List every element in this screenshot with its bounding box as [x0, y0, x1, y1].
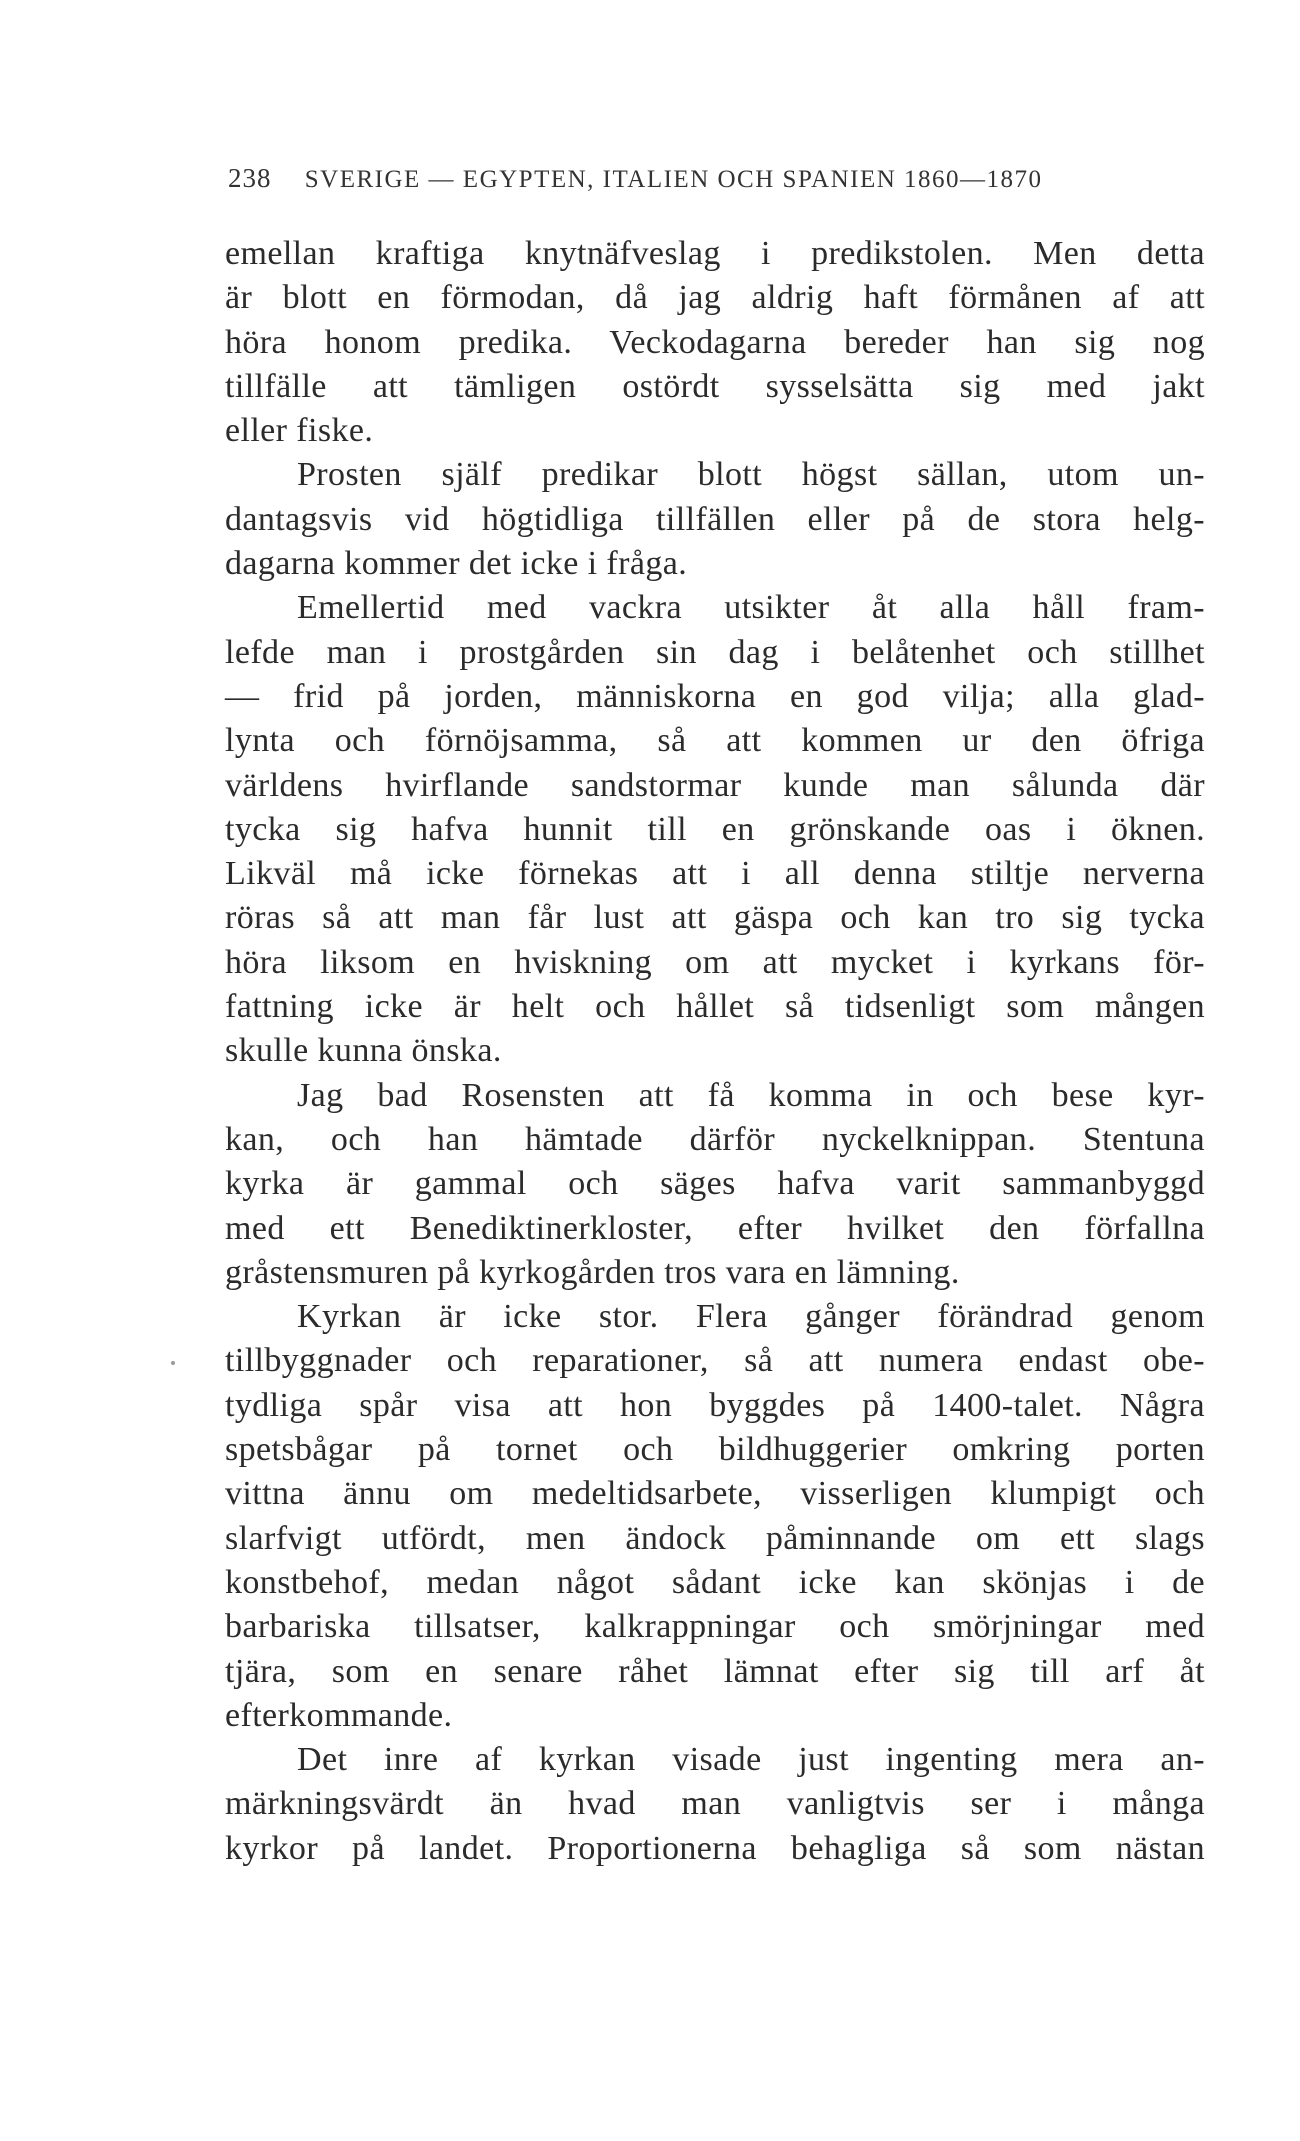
text-line: tjära, som en senare råhet lämnat efter sig till arf åt	[225, 1652, 1205, 1690]
body-text	[225, 232, 1205, 1871]
paragraph-start: Prosten själf predikar blott högst sällan, utom un-	[297, 456, 1205, 494]
text-line: tycka sig hafva hunnit till en grönskande oas i öknen.	[225, 810, 1205, 848]
text-line: tillfälle att tämligen ostördt sysselsätta sig med jakt	[225, 367, 1205, 405]
text-line: världens hvirflande sandstormar kunde man sålunda där	[225, 766, 1205, 804]
text-line: röras så att man får lust att gäspa och kan tro sig tycka	[225, 899, 1205, 937]
text-line: spetsbågar på tornet och bildhuggerier omkring porten	[225, 1431, 1205, 1469]
text-line: barbariska tillsatser, kalkrappningar och smörjningar med	[225, 1608, 1205, 1646]
paragraph-start: Jag bad Rosensten att få komma in och bese kyr-	[297, 1076, 1205, 1114]
text-line: kyrka är gammal och säges hafva varit sammanbyggd	[225, 1165, 1205, 1203]
text-line: lefde man i prostgården sin dag i belåtenhet och stillhet	[225, 633, 1205, 671]
text-line: tillbyggnader och reparationer, så att numera endast obe-	[225, 1342, 1205, 1380]
page-number: 238	[228, 163, 272, 193]
paper-speck	[171, 1361, 175, 1365]
paragraph-start: Kyrkan är icke stor. Flera gånger förändrad genom	[297, 1298, 1205, 1336]
text-line: dantagsvis vid högtidliga tillfällen eller på de stora helg-	[225, 500, 1205, 538]
text-line: efterkommande.	[225, 1696, 453, 1734]
paragraph-start: Det inre af kyrkan visade just ingenting mera an-	[297, 1741, 1205, 1779]
text-line: slarfvigt utfördt, men ändock påminnande om ett slags	[225, 1519, 1205, 1557]
text-line: skulle kunna önska.	[225, 1032, 502, 1070]
text-line: eller fiske.	[225, 412, 374, 450]
text-line: märkningsvärdt än hvad man vanligtvis ser i många	[225, 1785, 1205, 1823]
running-head-title: SVERIGE — EGYPTEN, ITALIEN OCH SPANIEN 1860—1870	[304, 166, 1043, 193]
text-line: Likväl må icke förnekas att i all denna stiltje nerverna	[225, 855, 1205, 893]
text-line: lynta och förnöjsamma, så att kommen ur den öfriga	[225, 722, 1205, 760]
text-line: höra honom predika. Veckodagarna bereder han sig nog	[225, 323, 1205, 361]
text-line: konstbehof, medan något sådant icke kan skönjas i de	[225, 1563, 1205, 1601]
paragraph-start: Emellertid med vackra utsikter åt alla håll fram-	[297, 589, 1205, 627]
text-line: gråstensmuren på kyrkogården tros vara en lämning.	[225, 1253, 960, 1291]
text-line: kyrkor på landet. Proportionerna behagliga så som nästan	[225, 1829, 1205, 1867]
text-line: vittna ännu om medeltidsarbete, visserligen klumpigt och	[225, 1475, 1205, 1513]
text-line: är blott en förmodan, då jag aldrig haft förmånen af att	[225, 279, 1205, 317]
text-line: med ett Benediktinerkloster, efter hvilket den förfallna	[225, 1209, 1205, 1247]
text-line: tydliga spår visa att hon byggdes på 1400-talet. Några	[225, 1386, 1205, 1424]
text-line: höra liksom en hviskning om att mycket i kyrkans för-	[225, 943, 1205, 981]
text-line: dagarna kommer det icke i fråga.	[225, 545, 688, 583]
text-line: kan, och han hämtade därför nyckelknippan. Stentuna	[225, 1120, 1205, 1158]
text-line: fattning icke är helt och hållet så tidsenligt som mången	[225, 988, 1205, 1026]
text-line: — frid på jorden, människorna en god vilja; alla glad-	[225, 677, 1205, 715]
text-line: emellan kraftiga knytnäfveslag i predikstolen. Men detta	[225, 235, 1205, 272]
running-head	[228, 163, 1168, 199]
